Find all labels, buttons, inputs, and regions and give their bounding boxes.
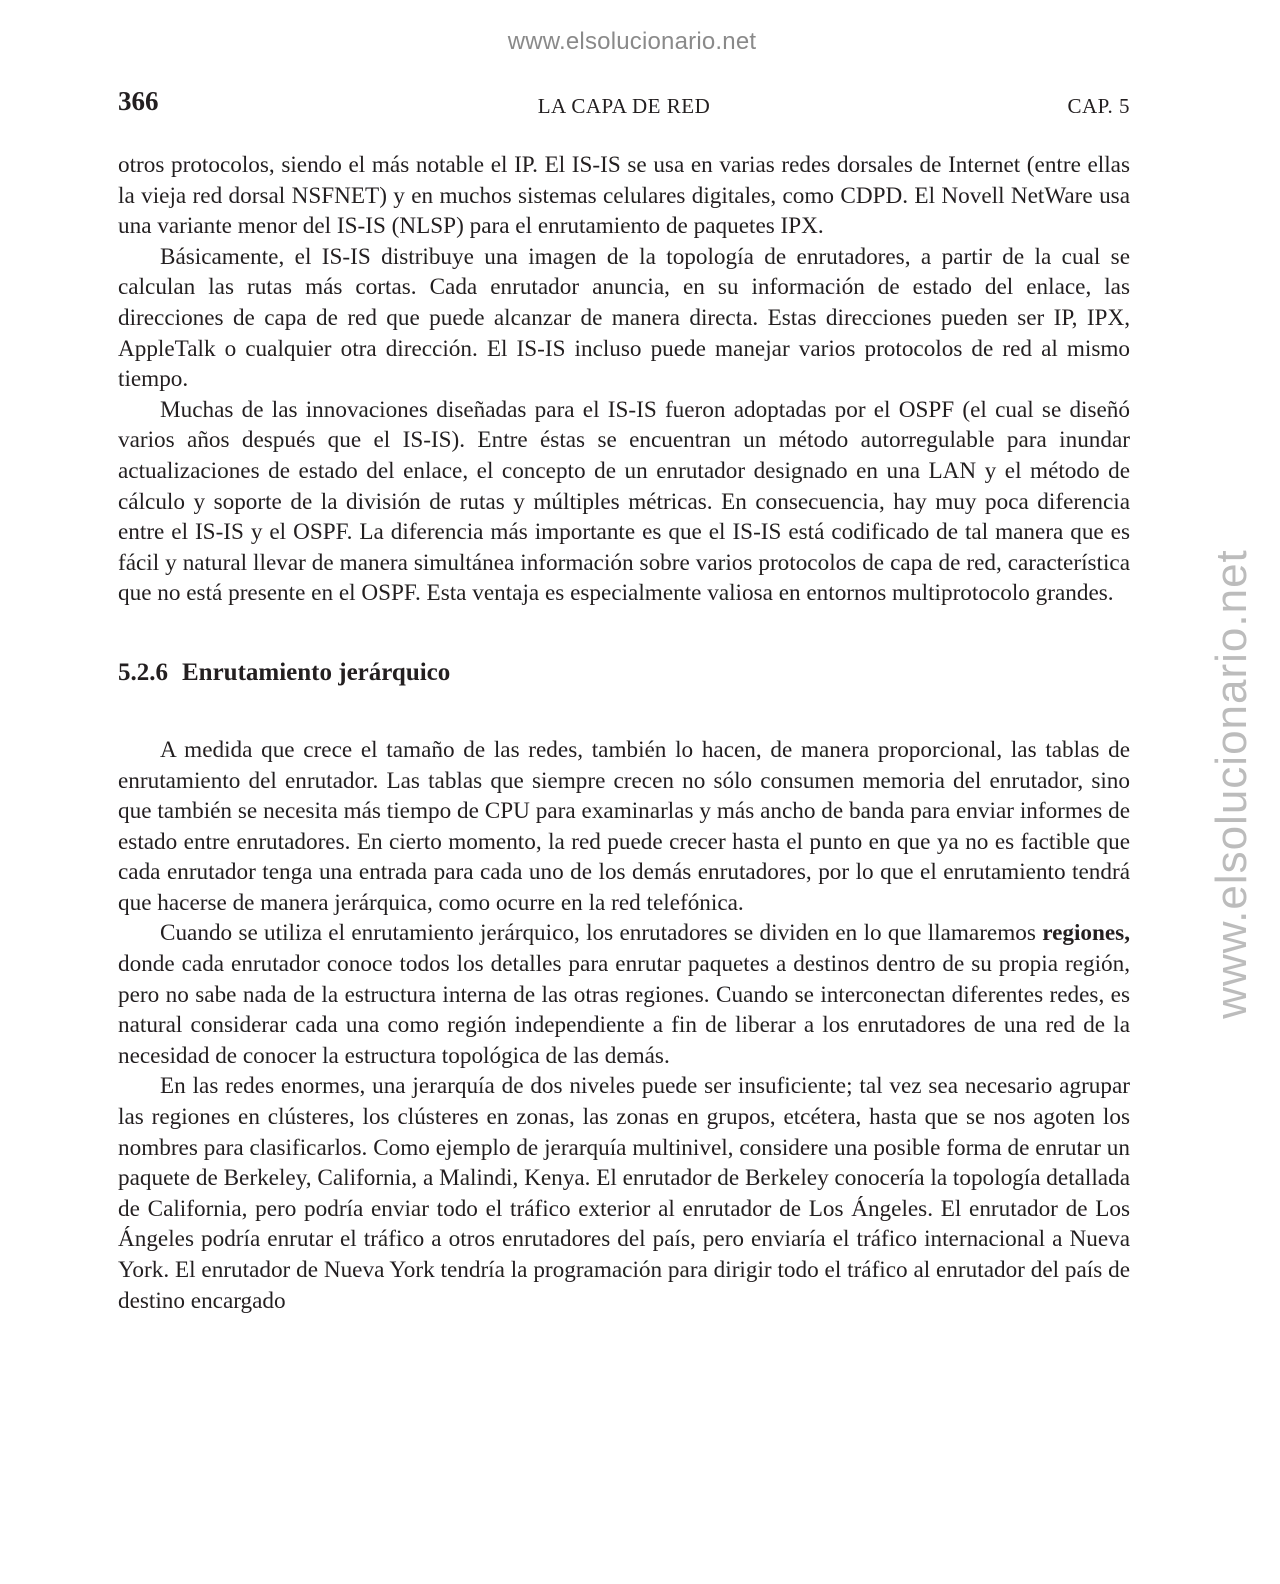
paragraph-3: Muchas de las innovaciones diseñadas para el IS-IS fueron adoptadas por el OSPF (el cual se diseñó varios años después que el IS-IS). Entre éstas se encuentran un método autorregulable para inundar actualizaciones de estado del enlace, el concepto de un enrutador designado en una LAN y el método de cálculo y soporte de la división de rutas y múltiples métricas. En consecuencia, hay muy poca diferencia entre el IS-IS y el OSPF. La diferencia más importante es que el IS-IS está codificado de tal manera que es fácil y natural llevar de manera simultánea información sobre varios protocolos de capa de red, característica que no está presente en el OSPF. Esta ventaja es especialmente valiosa en entornos multiprotocolo grandes.	[118, 396, 1130, 607]
watermark-side: www.elsolucionario.net	[1207, 549, 1256, 1019]
chapter-label: CAP. 5	[1067, 94, 1130, 118]
paragraph-5-start: Cuando se utiliza el enrutamiento jerárquico, los enrutadores se dividen en lo que llamaremos	[160, 920, 1036, 947]
page-number: 366	[118, 86, 159, 116]
paragraph-2: Básicamente, el IS-IS distribuye una imagen de la topología de enrutadores, a partir de la cual se calculan las rutas más cortas. Cada enrutador anuncia, en su información de estado del enlace, las direcciones de capa de red que puede alcanzar de manera directa. Estas direcciones pueden ser IP, IPX, AppleTalk o cualquier otra dirección. El IS-IS incluso puede manejar varios protocolos de red al mismo tiempo.	[118, 243, 1130, 393]
section-heading	[118, 657, 1130, 689]
section-number: 5.2.6	[118, 658, 168, 686]
page-body	[118, 150, 1130, 1316]
paragraph-4: A medida que crece el tamaño de las redes, también lo hacen, de manera proporcional, las tablas de enrutamiento del enrutador. Las tablas que siempre crecen no sólo consumen memoria del enrutador, sino que también se necesita más tiempo de CPU para examinarlas y más ancho de banda para enviar informes de estado entre enrutadores. En cierto momento, la red puede crecer hasta el punto en que ya no es factible que cada enrutador tenga una entrada para cada uno de los demás enrutadores, por lo que el enrutamiento tendrá que hacerse de manera jerárquica, como ocurre en la red telefónica.	[118, 736, 1130, 916]
chapter-title: LA CAPA DE RED	[537, 94, 711, 118]
paragraph-5	[118, 918, 1130, 1071]
paragraph-5-rest: donde cada enrutador conoce todos los detalles para enrutar paquetes a destinos dentro de su propia región, pero no sabe nada de la estructura interna de las otras regiones. Cuando se interconectan diferentes redes, es natural considerar cada una como región independiente a fin de liberar a los enrutadores de una red de la necesidad de conocer la estructura topológica de las demás.	[118, 951, 1130, 1069]
paragraph-1: otros protocolos, siendo el más notable el IP. El IS-IS se usa en varias redes dorsales de Internet (entre ellas la vieja red dorsal NSFNET) y en muchos sistemas celulares digitales, como CDPD. El Novell NetWare usa una variante menor del IS-IS (NLSP) para el enrutamiento de paquetes IPX.	[118, 152, 1130, 240]
watermark-top: www.elsolucionario.net	[507, 28, 757, 55]
bold-term-regiones: regiones,	[1042, 920, 1131, 947]
paragraph-6: En las redes enormes, una jerarquía de dos niveles puede ser insuficiente; tal vez sea necesario agrupar las regiones en clústeres, los clústeres en zonas, las zonas en grupos, etcétera, hasta que se nos agoten los nombres para clasificarlos. Como ejemplo de jerarquía multinivel, considere una posible forma de enrutar un paquete de Berkeley, California, a Malindi, Kenya. El enrutador de Berkeley conocería la topología detallada de California, pero podría enviar todo el tráfico exterior al enrutador de Los Ángeles. El enrutador de Los Ángeles podría enrutar el tráfico a otros enrutadores del país, pero enviaría el tráfico internacional a Nueva York. El enrutador de Nueva York tendría la programación para dirigir todo el tráfico al enrutador del país de destino encargado	[118, 1073, 1130, 1314]
section-title: Enrutamiento jerárquico	[182, 658, 451, 686]
running-head	[118, 86, 1130, 122]
